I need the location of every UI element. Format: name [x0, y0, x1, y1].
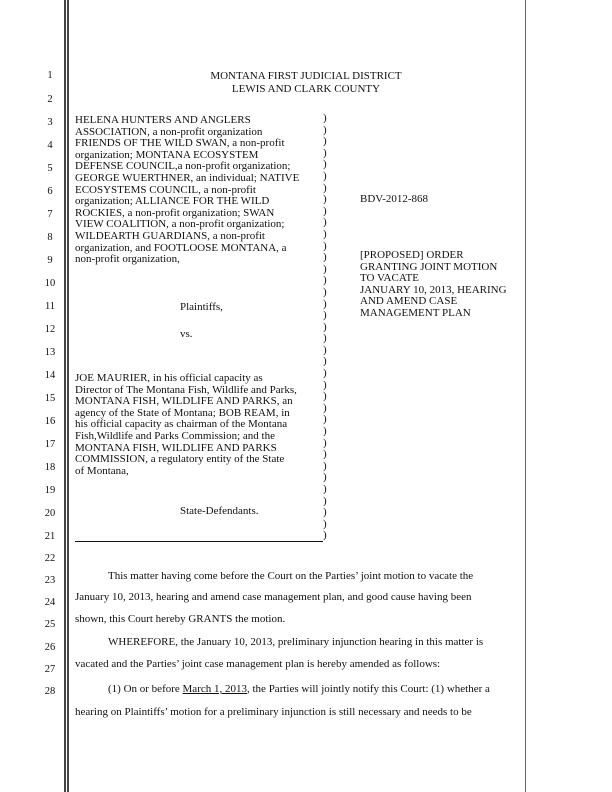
- line-number: 18: [44, 462, 56, 473]
- caption-paren: ): [323, 494, 327, 507]
- caption-paren: ): [323, 181, 327, 194]
- caption-paren: ): [323, 343, 327, 356]
- caption-paren: ): [323, 193, 327, 206]
- line-number: 14: [44, 370, 56, 381]
- order-title-line: JANUARY 10, 2013, HEARING: [360, 283, 507, 296]
- line-number: 19: [44, 485, 56, 496]
- caption-paren: ): [323, 459, 327, 472]
- line-number: 25: [44, 619, 56, 630]
- caption-paren: ): [323, 169, 327, 182]
- caption-paren: ): [323, 146, 327, 159]
- caption-paren: ): [323, 448, 327, 461]
- paragraph-2-line-2: vacated and the Parties’ joint case management plan is hereby amended as follows:: [75, 658, 441, 670]
- caption-party-line: ROCKIES, a non-profit organization; SWAN: [75, 206, 275, 219]
- caption-party-line: COMMISSION, a regulatory entity of the State: [75, 453, 285, 466]
- caption-paren: ): [323, 204, 327, 217]
- line-number: 4: [47, 140, 53, 151]
- line-number: 16: [44, 416, 56, 427]
- line-number: 22: [44, 553, 56, 564]
- caption-party-line: MONTANA FISH, WILDLIFE AND PARKS: [75, 441, 277, 454]
- line-number: 23: [44, 575, 56, 586]
- left-margin-rule: [64, 0, 66, 792]
- caption-paren: ): [323, 483, 327, 495]
- caption-paren: ): [323, 332, 327, 345]
- line-number: 6: [47, 186, 53, 197]
- caption-party-line: DEFENSE COUNCIL,a non-profit organization;: [75, 160, 291, 173]
- caption-paren: ): [323, 413, 327, 426]
- caption-paren: ): [323, 425, 327, 438]
- line-number: 9: [47, 255, 53, 266]
- line-number: 7: [47, 209, 53, 220]
- line-number: 15: [44, 393, 56, 404]
- caption-paren: ): [323, 309, 327, 322]
- caption-party-line: agency of the State of Montana; BOB REAM, in: [75, 406, 290, 419]
- caption-party-line: Director of The Montana Fish, Wildlife and Parks,: [75, 383, 297, 396]
- vs-label: vs.: [180, 328, 193, 340]
- caption-party-line: JOE MAURIER, in his official capacity as: [75, 372, 263, 384]
- line-number: 28: [44, 686, 56, 697]
- line-number: 26: [44, 642, 56, 653]
- caption-party-line: his official capacity as chairman of the Montana: [75, 418, 288, 431]
- caption-party-line: MONTANA FISH, WILDLIFE AND PARKS, an: [75, 395, 293, 408]
- caption-paren: ): [323, 158, 327, 171]
- caption-paren: ): [323, 297, 327, 310]
- paragraph-1-line-3: shown, this Court hereby GRANTS the motion.: [75, 613, 286, 625]
- caption-party-line: of Montana,: [75, 464, 129, 477]
- caption-party-line: Fish,Wildlife and Parks Commission; and the: [75, 430, 275, 442]
- caption-paren: ): [323, 227, 327, 240]
- line-number: 1: [47, 70, 53, 81]
- order-title-line: MANAGEMENT PLAN: [360, 307, 471, 319]
- caption-party-line: ASSOCIATION, a non-profit organization: [75, 125, 263, 138]
- county-name: LEWIS AND CLARK COUNTY: [231, 83, 381, 95]
- caption-paren: ): [323, 239, 327, 252]
- caption-paren: ): [323, 123, 327, 136]
- line-number: 24: [44, 597, 56, 608]
- caption-paren: ): [323, 506, 327, 519]
- line-number: 5: [47, 163, 53, 174]
- paragraph-1-line-1: This matter having come before the Court on the Parties’ joint motion to vacate the: [108, 570, 474, 582]
- caption-party-line: organization; ALLIANCE FOR THE WILD: [75, 195, 270, 208]
- caption-paren: ): [323, 135, 327, 148]
- line-number: 8: [47, 232, 53, 243]
- right-margin-rule: [525, 0, 526, 792]
- line-number: 12: [44, 324, 56, 335]
- caption-paren: ): [323, 401, 327, 414]
- line-number: 27: [44, 664, 56, 675]
- order-title-line: [PROPOSED] ORDER: [360, 249, 464, 261]
- caption-paren: ): [323, 355, 327, 368]
- caption-paren: ): [323, 390, 327, 403]
- caption-party-line: ECOSYSTEMS COUNCIL, a non-profit: [75, 183, 256, 196]
- caption-paren: ): [323, 274, 327, 287]
- line-number: 2: [47, 94, 53, 105]
- caption-paren: ): [323, 320, 327, 333]
- caption-paren: ): [323, 262, 327, 275]
- paragraph-3-line-1: (1) On or before March 1, 2013, the Parties will jointly notify this Court: (1) whether a: [108, 683, 490, 695]
- line-number: 17: [44, 439, 56, 450]
- caption-paren: ): [323, 251, 327, 264]
- caption-paren: ): [323, 285, 327, 298]
- line-number: 21: [44, 531, 56, 542]
- court-name: MONTANA FIRST JUDICIAL DISTRICT: [210, 70, 402, 82]
- caption-paren: ): [323, 529, 327, 542]
- caption-party-line: VIEW COALITION, a non-profit organization;: [75, 218, 285, 231]
- caption-bottom-line: [75, 541, 323, 542]
- order-title-line: GRANTING JOINT MOTION: [360, 260, 498, 273]
- caption-party-line: FRIENDS OF THE WILD SWAN, a non-profit: [75, 137, 285, 150]
- caption-paren: ): [323, 367, 327, 380]
- paragraph-3-line-2: hearing on Plaintiffs’ motion for a preliminary injunction is still necessary and needs to be: [75, 706, 472, 718]
- caption-party-line: non-profit organization,: [75, 253, 180, 266]
- order-title-line: TO VACATE: [360, 272, 419, 285]
- defendants-label: State-Defendants.: [180, 505, 259, 517]
- caption-parentheses: [323, 113, 333, 542]
- caption-party-line: organization, and FOOTLOOSE MONTANA, a: [75, 241, 287, 254]
- line-number: 20: [44, 508, 56, 519]
- order-title-line: AND AMEND CASE: [360, 295, 458, 308]
- line-number: 3: [47, 117, 53, 128]
- paragraph-2-line-1: WHEREFORE, the January 10, 2013, preliminary injunction hearing in this matter is: [108, 636, 484, 648]
- line-number: 10: [44, 278, 56, 289]
- caption-party-line: organization; MONTANA ECOSYSTEM: [75, 148, 259, 161]
- caption-paren: ): [323, 378, 327, 391]
- line-number: 13: [44, 347, 56, 358]
- line-number: 11: [44, 301, 56, 312]
- caption-party-line: WILDEARTH GUARDIANS, a non-profit: [75, 230, 265, 242]
- caption-paren: ): [323, 517, 327, 530]
- plaintiffs-label: Plaintiffs,: [180, 301, 223, 313]
- case-number: BDV-2012-868: [360, 193, 429, 205]
- caption-paren: ): [323, 436, 327, 449]
- caption-paren: ): [323, 112, 327, 124]
- caption-party-line: HELENA HUNTERS AND ANGLERS: [75, 114, 251, 126]
- caption-party-line: GEORGE WUERTHNER, an individual; NATIVE: [75, 172, 300, 184]
- left-margin-rule-inner: [67, 0, 69, 792]
- caption-paren: ): [323, 216, 327, 229]
- deadline-date: March 1, 2013: [182, 683, 247, 695]
- caption-paren: ): [323, 471, 327, 484]
- paragraph-1-line-2: January 10, 2013, hearing and amend case management plan, and good cause having been: [75, 591, 472, 603]
